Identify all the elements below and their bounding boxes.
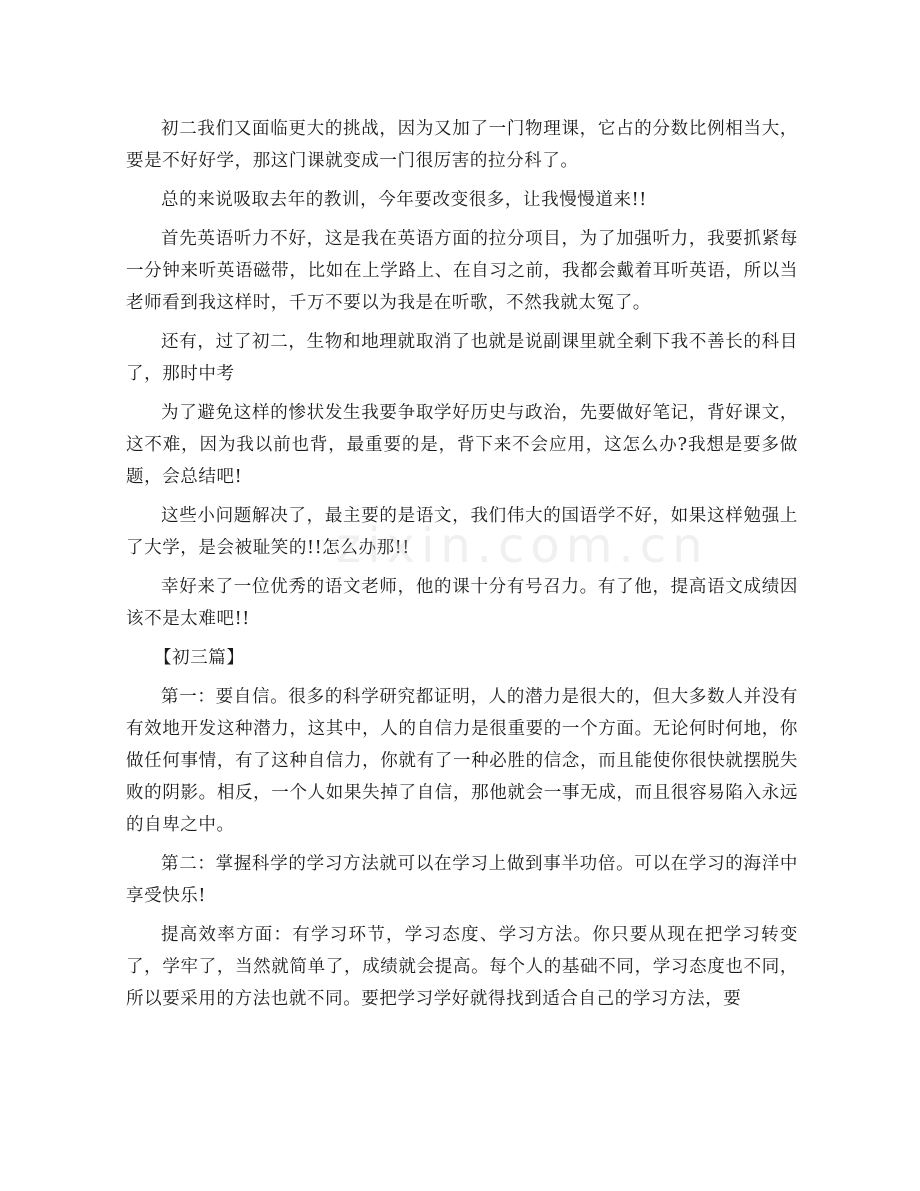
paragraph-confidence: 第一：要自信。很多的科学研究都证明，人的潜力是很大的，但大多数人并没有有效地开发这种潜力，这其中，人的自信力是很重要的一个方面。无论何时何地，你做任何事情，有了这种自信力，你就有了一种必胜的信念，而且能使你很快就摆脱失败的阴影。相反，一个人如果失掉了自信，那他就会一事无成，而且很容易陷入永远的自卑之中。 (126, 687, 798, 835)
paragraph-english-listening: 首先英语听力不好，这是我在英语方面的拉分项目，为了加强听力，我要抓紧每一分钟来听英语磁带，比如在上学路上、在自习之前，我都会戴着耳听英语，所以当老师看到我这样时，千万不要以为我是在听歌，不然我就太冤了。 (126, 229, 798, 313)
paragraph-chinese-language: 这些小问题解决了，最主要的是语文，我们伟大的国语学不好，如果这样勉强上了大学，是会被耻笑的!!怎么办那!! (126, 506, 798, 558)
section-heading-grade-nine: 【初三篇】 (154, 648, 245, 668)
paragraph-physics-challenge: 初二我们又面临更大的挑战，因为又加了一门物理课，它占的分数比例相当大，要是不好好学，那这门课就变成一门很厉害的拉分科了。 (126, 119, 798, 171)
paragraph-efficiency: 提高效率方面：有学习环节，学习态度、学习方法。你只要从现在把学习转变了，学牢了，当然就简单了，成绩就会提高。每个人的基础不同，学习态度也不同，所以要采用的方法也就不同。要把学习学好就得找到适合自己的学习方法，要 (126, 925, 798, 1009)
paragraph-summary: 总的来说吸取去年的教训，今年要改变很多，让我慢慢道来!! (161, 190, 647, 210)
paragraph-minor-subjects: 还有，过了初二，生物和地理就取消了也就是说副课里就全剩下我不善长的科目了，那时中考 (126, 332, 798, 384)
watermark: zixin.com.cn (336, 518, 709, 574)
paragraph-chinese-teacher: 幸好来了一位优秀的语文老师，他的课十分有号召力。有了他，提高语文成绩因该不是太难吧!! (126, 577, 798, 629)
paragraph-study-methods: 第二：掌握科学的学习方法就可以在学习上做到事半功倍。可以在学习的海洋中享受快乐! (126, 854, 798, 906)
document-body (126, 113, 798, 1022)
paragraph-history-politics: 为了避免这样的惨状发生我要争取学好历史与政治，先要做好笔记，背好课文，这不难，因为我以前也背，最重要的是，背下来不会应用，这怎么办?我想是要多做题，会总结吧! (126, 403, 798, 487)
